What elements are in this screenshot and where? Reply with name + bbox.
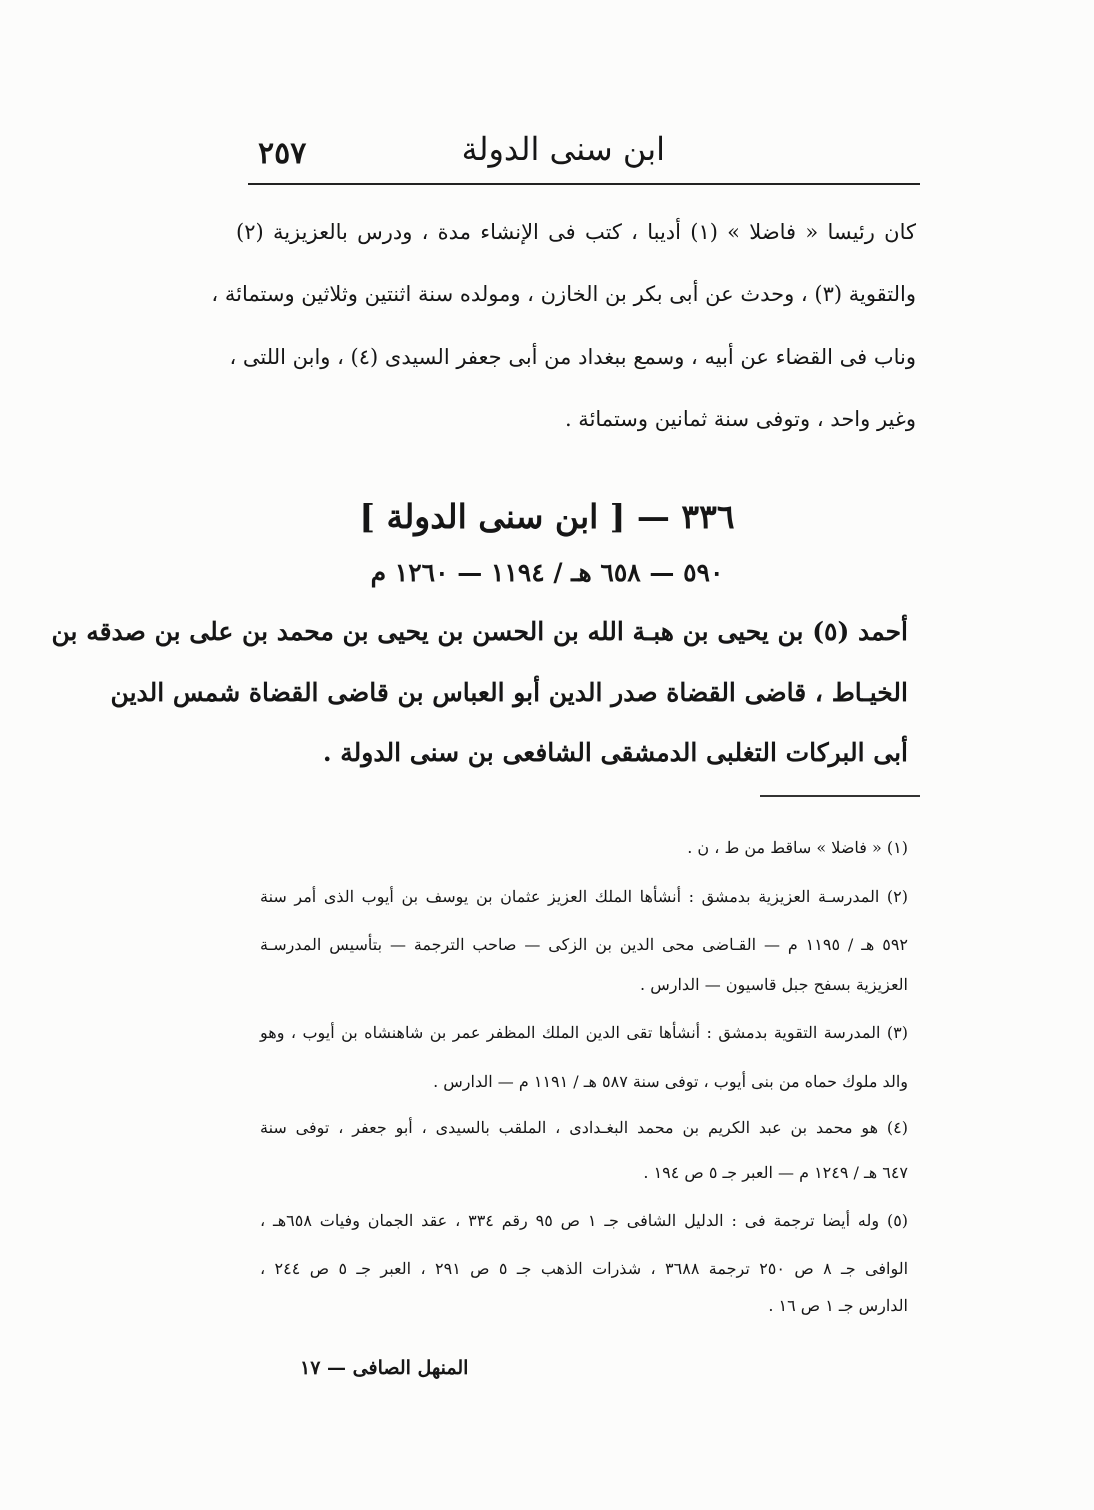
- footnote-line: الوافى جـ ٨ ص ٢٥٠ ترجمة ٣٦٨٨ ، شذرات الذهب جـ ٥ ص ٢٩١ ، العبر جـ ٥ ص ٢٤٤ ،: [260, 1259, 909, 1278]
- footnote-separator: [760, 795, 920, 797]
- intro-line: وغير واحد ، وتوفى سنة ثمانين وستمائة .: [564, 407, 916, 431]
- footnote-line: (٣) المدرسة التقوية بدمشق : أنشأها تقى الدين الملك المظفر عمر بن شاهنشاه بن أيوب ، وهو: [260, 1023, 908, 1042]
- entry-body-line: الخيـاط ، قاضى القضاة صدر الدين أبو العباس بن قاضى القضاة شمس الدين: [110, 678, 908, 707]
- footnote-line: ٦٤٧ هـ / ١٢٤٩ م — العبر جـ ٥ ص ١٩٤ .: [643, 1163, 908, 1182]
- footnote-line: (٤) هو محمد بن عبد الكريم بن محمد البغـدادى ، الملقب بالسيدى ، أبو جعفر ، توفى سنة: [260, 1118, 908, 1137]
- footnote-line: العزيزية بسفح جبل قاسيون — الدارس .: [640, 975, 908, 994]
- footnote-line: (٢) المدرسـة العزيزية بدمشق : أنشأها الملك العزيز عثمان بن يوسف بن أيوب الذى أمر سنة: [260, 887, 908, 906]
- running-title: ابن سنى الدولة: [461, 130, 665, 168]
- footnote-line: الدارس جـ ١ ص ١٦ .: [768, 1296, 908, 1315]
- intro-line: والتقوية (٣) ، وحدث عن أبى بكر بن الخازن ، ومولده سنة اثنتين وثلاثين وستمائة ،: [211, 282, 916, 306]
- entry-heading: ٣٣٦ — [ ابن سنى الدولة ]: [359, 497, 735, 536]
- footnote-line: (١) « فاضلا » ساقط من ط ، ن .: [687, 838, 908, 857]
- running-header: [248, 130, 920, 180]
- intro-line: كان رئيسا « فاضلا » (١) أديبا ، كتب فى الإنشاء مدة ، ودرس بالعزيزية (٢): [236, 220, 916, 244]
- page-number: ٢٥٧: [258, 136, 307, 171]
- header-rule: [248, 183, 920, 185]
- intro-line: وناب فى القضاء عن أبيه ، وسمع ببغداد من أبى جعفر السيدى (٤) ، وابن اللتى ،: [229, 345, 916, 369]
- footnote-line: ٥٩٢ هـ / ١١٩٥ م — القـاضى محى الدين بن الزكى — صاحب الترجمة — بتأسيس المدرسـة: [260, 935, 909, 954]
- entry-body-line: أحمد (٥) بن يحيى بن هبـة الله بن الحسن بن يحيى بن محمد بن على بن صدقه بن: [51, 617, 908, 646]
- entry-dates: ٥٩٠ — ٦٥٨ هـ / ١١٩٤ — ١٢٦٠ م: [370, 558, 724, 587]
- footnote-line: والد ملوك حماه من بنى أيوب ، توفى سنة ٥٨٧ هـ / ١١٩١ م — الدارس .: [433, 1072, 908, 1091]
- signature-mark: المنهل الصافى — ١٧: [300, 1357, 469, 1379]
- footnote-line: (٥) وله أيضا ترجمة فى : الدليل الشافى جـ ١ ص ٩٥ رقم ٣٣٤ ، عقد الجمان وفيات ٦٥٨هـ ،: [260, 1211, 909, 1230]
- entry-body-line: أبى البركات التغلبى الدمشقى الشافعى بن سنى الدولة .: [322, 738, 908, 767]
